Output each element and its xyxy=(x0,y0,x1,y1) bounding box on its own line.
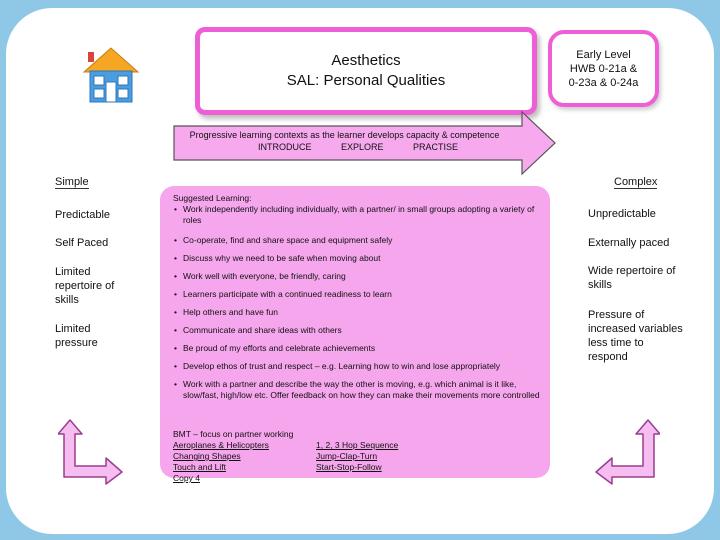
scale-simple: Simple xyxy=(55,176,89,188)
bmt-item: Start-Stop-Follow xyxy=(316,462,382,472)
list-item: • Work with a partner and describe the way the other is moving, e.g. which animal is it like, slow/fast, high/low etc. Offer feedback on how they can make their movements more controlled xyxy=(174,379,540,400)
bullet-icon: • xyxy=(174,325,177,335)
level-line-2: HWB 0-21a & xyxy=(569,62,638,75)
bullet-icon: • xyxy=(174,204,177,214)
bullet-icon: • xyxy=(174,343,177,353)
page-subtitle: SAL: Personal Qualities xyxy=(286,72,446,89)
level-line-1: Early Level xyxy=(576,48,631,61)
bullet-icon: • xyxy=(174,235,177,245)
bullet-icon: • xyxy=(174,289,177,299)
list-item: • Communicate and share ideas with others xyxy=(174,325,342,335)
page-title: Aesthetics xyxy=(331,52,401,69)
list-item: • Work independently including individually, with a partner/ in small groups adopting a variety of roles xyxy=(174,204,535,225)
left-label-predictable: Predictable xyxy=(55,209,111,221)
left-label-self-paced: Self Paced xyxy=(55,237,109,249)
stage-practise: PRACTISE xyxy=(412,142,458,152)
list-item: • Help others and have fun xyxy=(174,307,278,317)
bmt-heading: BMT – focus on partner working xyxy=(173,429,294,439)
right-label-unpredictable: Unpredictable xyxy=(588,208,656,220)
list-item: • Develop ethos of trust and respect – e.g. Learning how to win and lose appropriately xyxy=(174,361,501,371)
list-item: • Discuss why we need to be safe when moving about xyxy=(174,253,381,263)
right-label-externally-paced: Externally paced xyxy=(588,237,670,249)
learning-heading: Suggested Learning: xyxy=(173,193,252,203)
banner-text: Progressive learning contexts as the learner develops capacity & competence xyxy=(189,130,500,140)
house-icon xyxy=(80,44,142,106)
bmt-item: 1, 2, 3 Hop Sequence xyxy=(316,440,399,450)
level-line-3: 0-23a & 0-24a xyxy=(568,76,639,89)
title-box xyxy=(195,27,537,115)
left-label-limited-pressure: Limited pressure xyxy=(55,323,98,349)
bmt-item: Changing Shapes xyxy=(173,451,241,461)
bmt-section xyxy=(173,429,413,484)
bmt-item: Aeroplanes & Helicopters xyxy=(173,440,269,450)
level-box xyxy=(548,30,659,107)
bmt-item: Copy 4 xyxy=(173,473,200,483)
right-label-wide-repertoire: Wide repertoire of skills xyxy=(588,265,676,291)
left-label-limited-repertoire: Limited repertoire of skills xyxy=(55,266,115,306)
right-label-pressure: Pressure of increased variables less time to respond xyxy=(588,309,683,363)
bullet-icon: • xyxy=(174,379,177,389)
stage-explore: EXPLORE xyxy=(340,142,384,152)
list-item: • Co-operate, find and share space and equipment safely xyxy=(174,235,393,245)
bmt-item: Touch and Lift xyxy=(173,462,226,472)
bullet-icon: • xyxy=(174,361,177,371)
suggested-learning xyxy=(173,193,543,401)
scale-complex: Complex xyxy=(614,176,658,188)
bent-arrow-icon xyxy=(58,418,126,486)
banner-stages xyxy=(258,142,458,153)
bmt-item: Jump-Clap-Turn xyxy=(316,451,378,461)
list-item: • Learners participate with a continued readiness to learn xyxy=(174,289,392,299)
bullet-icon: • xyxy=(174,253,177,263)
list-item: • Work well with everyone, be friendly, caring xyxy=(174,271,346,281)
bullet-icon: • xyxy=(174,271,177,281)
stage-introduce: INTRODUCE xyxy=(258,142,312,152)
list-item: • Be proud of my efforts and celebrate achievements xyxy=(174,343,376,353)
bent-arrow-icon xyxy=(592,418,660,486)
learning-list xyxy=(173,204,543,401)
bullet-icon: • xyxy=(174,307,177,317)
